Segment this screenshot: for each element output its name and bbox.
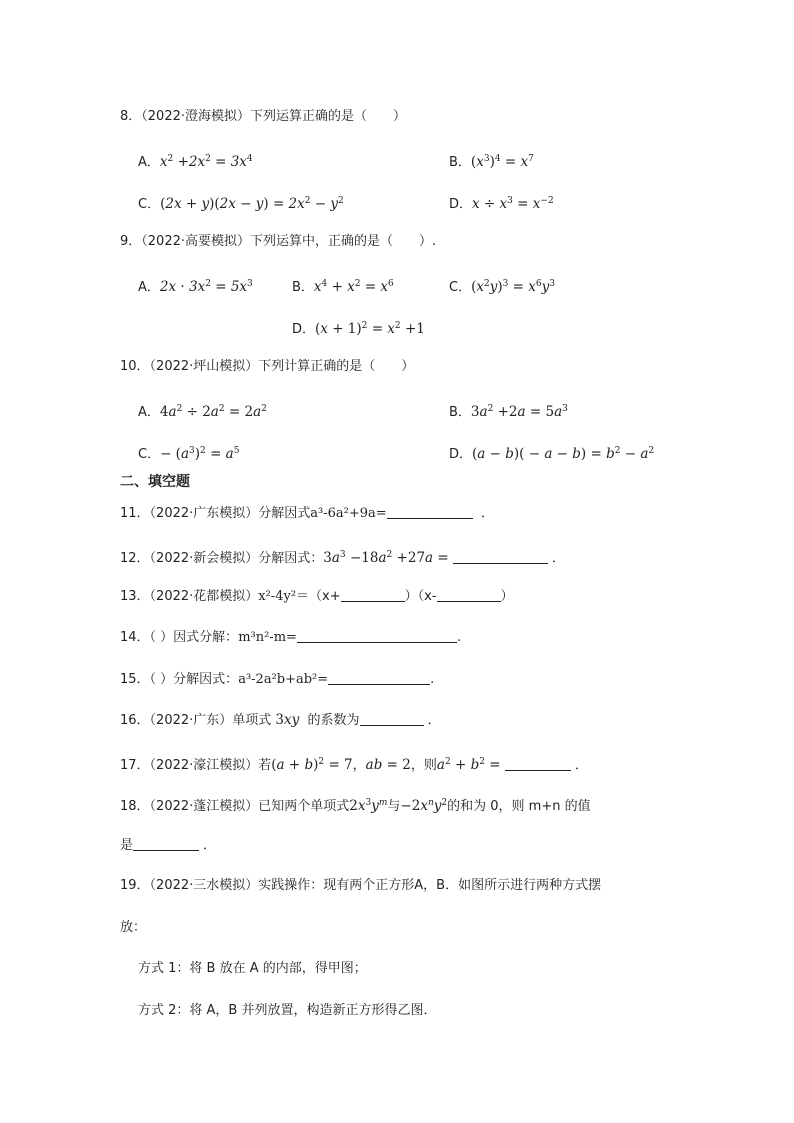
q15-suffix: .	[430, 672, 435, 687]
q12-prefix: 12．（2022·新会模拟）分解因式：	[120, 551, 324, 566]
q18-line2-suffix: ．	[203, 838, 217, 853]
q16-suffix1: 的系数为	[307, 713, 360, 728]
option-label: C．	[138, 447, 161, 462]
option-label: B．	[449, 405, 471, 420]
q17-mid1: ，	[352, 758, 366, 773]
q14-blank[interactable]	[297, 628, 457, 643]
q17-suffix: ．	[574, 758, 588, 773]
q8-option-a[interactable]: A．$x^2 +2x^2 = 3x^4$	[138, 154, 253, 170]
q10-option-c[interactable]: C．− $(a^3)^2 = a^5$	[138, 446, 240, 462]
option-label: D．	[449, 447, 473, 462]
q13-blank-1[interactable]	[341, 587, 405, 602]
option-label: B．	[449, 155, 471, 170]
q17: 17．（2022·濠江模拟）若$(a + b)^2 = 7$，ab = 2，则$a^2 + b^2$ = ．	[120, 757, 588, 773]
q18: 18．（2022·蓬江模拟）已知两个单项式$2x^3y^m$与$-2x^ny^2$的和为 0，则 m+n 的值	[120, 798, 591, 814]
q8-stem: 8．（2022·澄海模拟）下列运算正确的是（ ）	[120, 109, 406, 124]
q18-suffix: 的和为 0，则 m+n 的值	[447, 799, 591, 814]
q18-blank[interactable]	[133, 836, 199, 851]
q13-blank-2[interactable]	[437, 587, 501, 602]
q18-mid: 与	[387, 799, 401, 814]
q10-option-a[interactable]: A．$4a^2 \div 2a^2 = 2a^2$	[138, 404, 267, 420]
q8-option-c[interactable]: C．$(2x + y)(2x - y) = 2x^2 - y^2$	[138, 196, 344, 212]
q16-prefix: 16．（2022·广东）单项式	[120, 713, 272, 728]
q13	[120, 587, 514, 606]
q9-option-d[interactable]: D．$(x + 1)^2 = x^2 +1$	[292, 321, 425, 337]
q9-option-c[interactable]: C．$(x^2y)^3 = x^6y^3$	[449, 279, 555, 295]
q11-expr: a³-6a²+9a=	[310, 506, 387, 521]
q14-prefix: 14．（ ）因式分解：	[120, 630, 239, 645]
q13-suffix: ）	[500, 589, 514, 604]
q8-option-b[interactable]: B．$(x^3)^4 = x^7$	[449, 154, 534, 170]
q18-line2	[120, 836, 216, 855]
q10-stem: 10．（2022·坪山模拟）下列计算正确的是（ ）	[120, 359, 415, 374]
option-label: C．	[138, 197, 161, 212]
q19-line1: 19．（2022·三水模拟）实践操作：现有两个正方形A，B．如图所示进行两种方式摆	[120, 878, 602, 893]
option-label: A．	[138, 405, 160, 420]
q16-blank[interactable]	[360, 711, 424, 726]
q12-suffix: ．	[551, 551, 565, 566]
q14	[120, 628, 461, 647]
option-label: A．	[138, 280, 160, 295]
q13-mid2: ）（x-	[404, 589, 437, 604]
q16: 16．（2022·广东）单项式 3xy 的系数为 ．	[120, 712, 441, 728]
q12: 12．（2022·新会模拟）分解因式：$3a^3 -18a^2 +27a$ = ．	[120, 550, 565, 566]
q13-mid1: ＝（x+	[296, 589, 341, 604]
option-label: B．	[292, 280, 314, 295]
q19-line2: 放：	[120, 920, 147, 935]
q8-option-d[interactable]: D．$x \div x^3 = x^{-2}$	[449, 196, 554, 212]
option-label: D．	[292, 322, 316, 337]
q17-prefix: 17．（2022·濠江模拟）若	[120, 758, 272, 773]
q9-option-b[interactable]: B．$x^4 + x^2 = x^6$	[292, 279, 394, 295]
q10-option-d[interactable]: D．$(a - b)( - a - b) = b^2 - a^2$	[449, 446, 655, 462]
q15	[120, 670, 434, 689]
section-title: 二、填空题	[120, 474, 190, 490]
q9-stem: 9．（2022·高要模拟）下列运算中，正确的是（ ）.	[120, 234, 437, 249]
q16-suffix2: ．	[427, 713, 441, 728]
option-label: C．	[449, 280, 472, 295]
q11	[120, 504, 494, 523]
q10-option-b[interactable]: B．$3a^2 +2a = 5a^3$	[449, 404, 568, 420]
q13-expr: x²-4y²	[258, 589, 297, 604]
q15-prefix: 15．（ ）分解因式：	[120, 672, 239, 687]
q11-blank[interactable]	[387, 504, 473, 519]
q11-prefix: 11．（2022·广东模拟）分解因式	[120, 506, 311, 521]
q18-line2-prefix: 是	[120, 838, 134, 853]
q18-prefix: 18．（2022·蓬江模拟）已知两个单项式	[120, 799, 350, 814]
q14-expr: m³n²-m=	[238, 630, 297, 645]
q19-way2: 方式 2：将 A，B 并列放置，构造新正方形得乙图．	[138, 1003, 437, 1018]
q14-suffix: .	[456, 630, 462, 645]
q11-suffix: ．	[480, 506, 494, 521]
q17-blank[interactable]	[505, 756, 571, 771]
q15-blank[interactable]	[328, 670, 430, 685]
option-label: A．	[138, 155, 160, 170]
q12-blank[interactable]	[453, 549, 548, 564]
q13-prefix: 13．（2022·花都模拟）	[120, 589, 259, 604]
q9-option-a[interactable]: A．$2x \cdot 3x^2 = 5x^3$	[138, 279, 253, 295]
option-label: D．	[449, 197, 473, 212]
q17-mid2: ，则	[410, 758, 437, 773]
q15-expr: a³-2a²b+ab²=	[238, 672, 329, 687]
q19-way1: 方式 1：将 B 放在 A 的内部，得甲图；	[138, 961, 367, 976]
